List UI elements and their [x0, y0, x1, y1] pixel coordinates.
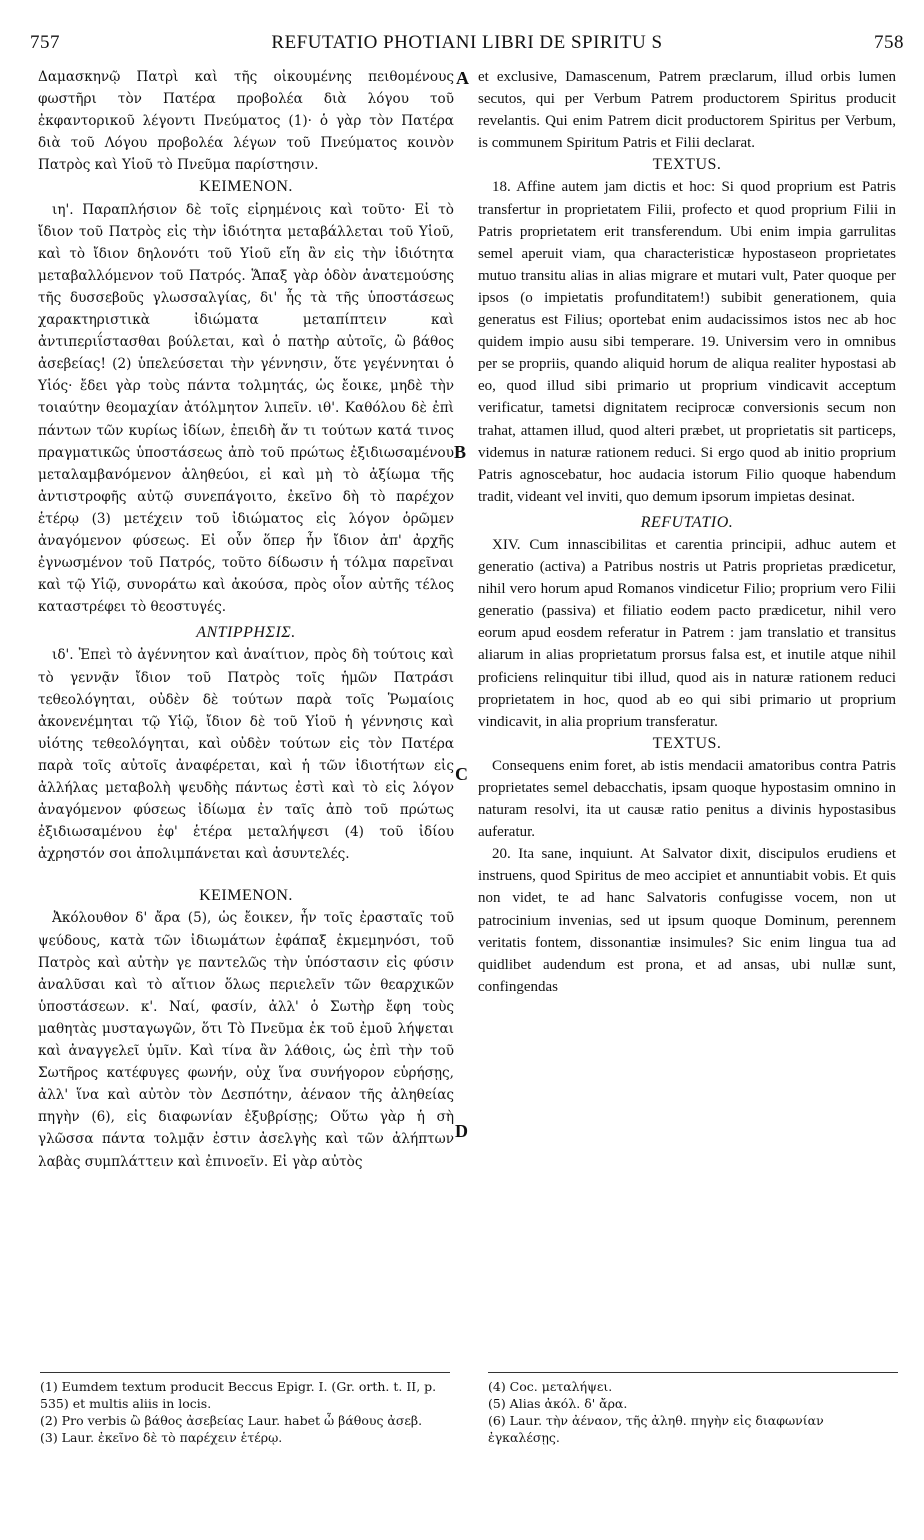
running-head: [30, 32, 904, 62]
page-number-left: 757: [30, 32, 60, 53]
footnote-rule-right: [488, 1372, 898, 1373]
footnote: (4) Coc. μεταλήψει.: [488, 1379, 613, 1394]
footnote: (5) Alias ἀκόλ. δ' ἄρα.: [488, 1396, 628, 1411]
section-heading-keimenon: ΚΕΙΜΕΝΟΝ.: [199, 887, 293, 905]
greek-paragraph: Δαμασκηνῷ Πατρὶ καὶ τῆς οἰκουμένης πειθομένους φωστῆρι τὸν Πατέρα προβολέα διὰ λόγου τοῦ ἐκφαντορικοῦ λέγοντι Πνεύματος (1)· ὁ γὰρ τὸν Πατέρα διὰ τοῦ Λόγου προβολέα λέγων τοῦ Πνεύματος κοινὸν Πατρὸς καὶ Υἱοῦ τὸ Πνεῦμα παρίστησιν.: [38, 69, 454, 174]
page-number-right: 758: [874, 32, 904, 53]
latin-paragraph: 20. Ita sane, inquiunt. At Salvator dixit, discipulos erudiens et instruens, quod Spiritus de meo accipiet et annuntiabit vobis. Et quis non videt, te ad hanc Salvatoris confugisse vocem, non ut patrocinium invenias, sed ut ipsum quoque Dominum, perennem veritatis fontem, dissonantiæ insimules? Sic enim lingua tua ad quidlibet audendum est prona, et ad ansas, ubi nullæ sunt, confingendas: [478, 846, 896, 995]
margin-letter-d: D: [455, 1121, 468, 1141]
footnote: (1) Eumdem textum producit Beccus Epigr. I. (Gr. orth. t. II, p. 535) et multis aliis in locis.: [40, 1379, 437, 1411]
running-title: REFUTATIO PHOTIANI LIBRI DE SPIRITU S: [271, 32, 663, 53]
section-heading-keimenon: ΚΕΙΜΕΝΟΝ.: [199, 178, 293, 196]
margin-letter-b: B: [454, 442, 467, 462]
latin-column: [478, 66, 896, 998]
section-heading-refutatio: REFUTATIO.: [640, 513, 734, 531]
greek-paragraph: ιη'. Παραπλήσιον δὲ τοῖς εἰρημένοις καὶ τοῦτο· Εἰ τὸ ἴδιον τοῦ Πατρὸς εἰς τὴν ἰδιότητα μεταβάλλεται τοῦ Υἱοῦ, καὶ τὸ ἴδιον δηλονότι τοῦ Υἱοῦ εἴη ἂν εἰς τὴν ἰδιότητα μεταβαλλόμενον τοῦ Πατρός. Ἅπαξ γὰρ ὁδὸν ἀνατεμούσης τῆς δυσσεβοῦς γλωσσαλγίας, δι' ἧς τὰ τῆς ὑποστάσεως χαρακτηριστικὰ ἰδιώματα μεταπίπτειν καὶ ἀντιπεριΐστασθαι βούλεται, καὶ ὁ πατὴρ αὐτοῖς, ὢ βάθος ἀσεβείας! (2) ὑπελεύσεται τὴν γέννησιν, ὅτε γεγέννηται ὁ Υἱός· ἔδει γὰρ τοὺς πάντα τολμητάς, ὡς ἔοικε, μηδὲ τὴν τοιαύτην θεομαχίαν ἀτόλμητον λιπεῖν. ιθ'. Καθόλου δὲ ἐπὶ πάντων τῶν κυρίως ἰδίων, ἐπειδὴ ἄν τι τούτων κατά τινος πραγματικῶς ὑποστάσεως ἀπὸ τοῦ πρώτως ἐξιδιωσαμένου μεταλαμβανόμενον ἀληθεύοι, εἰ καὶ μὴ τὸ ἀξίωμα τῆς ἀντιστροφῆς αὐτῷ συνεπάγοιτο, ἐκεῖνο δὴ τὸ παρέχον ἑτέρῳ (3) μετέχειν τοῦ ἰδιώματος εἰς λόγον ὁρῶμεν ἀναγόμενον φύσεως. Εἰ οὖν ὅπερ ἦν ἴδιον ἀπ' ἀρχῆς ἐγνωσμένον τοῦ Πατρός, τοῦτο δίδωσιν ἡ τόλμα παρεῖναι καὶ τῷ Υἱῷ, συνοράτω καὶ ἀκούσα, πρὸς οἷον αὐτῆς τέλος καταστρέφει τὸ θεοστυγές.: [38, 201, 454, 616]
latin-paragraph: 18. Affine autem jam dictis et hoc: Si quod proprium est Patris transfertur in proprietatem Filii, profecto et quod proprium Filii in Patris proprietatem erit transferendum. Ubi enim impia garrulitas semel aperuit viam, qua characteristicæ hypostaseon proprietates mutuo transitu alias in alias migrare et mutari vult, Pater quoque per ipsos (o impietatis profunditatem!) subibit generationem, quia generatus est Filius; oportebat enim audacissimos istos nec ab hoc quidem impio ausu sibi temperare. 19. Universim vero in omnibus per se propriis, quando aliquid horum de aliqua realiter hypostasi ab eo, quod illud sibi primario ut proprium vindicavit acceptum verificatur, tametsi dignitatem reciprocæ conversionis secum non trahat, attamen illud, quod alteri præbet, ut proprietatis sit particeps, videmus in naturæ rationem reduci. Si ergo quod ab initio proprium Patris agnoscebatur, hoc audacia istorum Filio quoque habendum tradit, videant vel inviti, quo demum ipsorum impietas desinat.: [478, 179, 896, 505]
footnotes-right: [488, 1378, 898, 1446]
margin-letter-a: A: [456, 68, 469, 88]
margin-letter-c: C: [455, 764, 468, 784]
footnote: (3) Laur. ἐκεῖνο δὲ τὸ παρέχειν ἑτέρῳ.: [40, 1430, 283, 1445]
section-heading-textus: TEXTUS.: [652, 156, 722, 174]
greek-paragraph: ιδ'. Ἐπεὶ τὸ ἀγέννητον καὶ ἀναίτιον, πρὸς δὴ τούτοις καὶ τὸ γεννᾷν ἴδιον τοῦ Πατρὸς τοῖς ἡμῶν Πατράσι τεθεολόγηται, οὐδὲν δὲ τούτων παρὰ τοῖς Ῥωμαίοις ἀκονενέμηται τῷ Υἱῷ, ἴδιον δὲ τοῦ Υἱοῦ ἡ γέννησις καὶ υἱότης τεθεολόγηται, καὶ οὐδὲν τούτων εἰς τὸν Πατέρα παρὰ τοῖς αὐτοῖς ἀναφέρεται, καὶ ἡ τῶν ἰδιοτήτων εἰς ἀλλήλας μεταβολὴ ψευδὴς πάντως ἐστὶ καὶ τὸ εἰς λόγον ἀναγόμενον φύσεως ἰδίωμα ἐν ταῖς ἀπὸ τοῦ πρώτως ἐξιδιωσαμένου ἐφ' ἑτέρα μεταλήψεσι (4) τοῦ ἰδίου ἀχρηστόν σοι ἀπολιμπάνεται καὶ ἀσυντελές.: [38, 647, 454, 863]
footnote-rule-left: [40, 1372, 450, 1373]
latin-paragraph: Consequens enim foret, ab istis mendacii amatoribus contra Patris proprietates semel debacchatis, ipsam quoque hypostasim omnino in naturam resolvi, ita ut causæ ratio penitus a divinis hypostasibus auferatur.: [478, 757, 896, 841]
greek-column: [38, 66, 454, 1173]
section-heading-textus: TEXTUS.: [652, 734, 722, 752]
footnote: (2) Pro verbis ὢ βάθος ἀσεβείας Laur. habet ὦ βάθους ἀσεβ.: [40, 1413, 423, 1428]
footnote: (6) Laur. τὴν ἀέναον, τῆς ἀληθ. πηγὴν εἰς διαφωνίαν ἐγκαλέσῃς.: [488, 1413, 824, 1445]
latin-paragraph: XIV. Cum innascibilitas et carentia principii, adhuc autem et generatio (activa) a Patribus nostris ut Patris proprietas prædicetur, nihil vero horum apud Romanos vindicetur Filio; proprium vero Filii generatio (passiva) et filiatio eodem pacto prædicetur, nihil vero eorum apud eosdem referatur in Patrem : jam translatio et transitus aliarum in alias proprietatum prorsus falsa est, et inutile atque nihil proficiens relinquitur tibi illud, quod ais in naturæ rationem reduci proprietatem in hoc, quod ab eo qui sibi primario ut proprium vindicavit, in alia proprium transferatur.: [478, 536, 896, 730]
latin-paragraph: et exclusive, Damascenum, Patrem præclarum, illud orbis lumen secutos, qui per Verbum Patrem productorem Spiritus producit revelantis. Qui enim Patrem dicit productorem Spiritus per Verbum, is communem Spiritum Patris et Filii declarat.: [478, 69, 896, 152]
greek-paragraph: Ἀκόλουθον δ' ἄρα (5), ὡς ἔοικεν, ἦν τοῖς ἐρασταῖς τοῦ ψεύδους, κατὰ τῶν ἰδιωμάτων ἐφάπαξ ἐκμεμηνόσι, τοῦ Πατρὸς καὶ αὐτὴν γε παντελῶς τὴν ὑπόστασιν εἰς φύσιν ἀναλῦσαι καὶ τὸ αἴτιον ὅλως περιελεῖν τῶν θεαρχικῶν ὑποστάσεων. κ'. Ναί, φασίν, ἀλλ' ὁ Σωτὴρ ἔφη τοὺς μαθητὰς μυσταγωγῶν, ὅτι Τὸ Πνεῦμα ἐκ τοῦ ἐμοῦ λήψεται καὶ ἀναγγελεῖ ὑμῖν. Καὶ τίνα ἂν λάθοις, ὡς ἐπὶ τὴν τοῦ Σωτῆρος κατέφυγες φωνήν, οὐχ ἵνα συνήγορον εὑρήσῃς, ἀλλ' ἵνα καὶ αὐτὸν τὸν Δεσπότην, ἀέναον τῆς ἀληθείας πηγὴν (6), εἰς διαφωνίαν ἐξυβρίσῃς; Οὕτω γὰρ ἡ σὴ γλῶσσα πάντα τολμᾷν ἐστιν ἀσελγὴς καὶ τῶν ἀλήπτων λαβὰς συμπλάττειν καὶ ἐπινοεῖν. Εἰ γὰρ αὐτὸς: [38, 910, 454, 1170]
section-heading-antirrhesis: ΑΝΤΙΡΡΗΣΙΣ.: [196, 624, 296, 642]
footnotes-left: [40, 1378, 450, 1446]
